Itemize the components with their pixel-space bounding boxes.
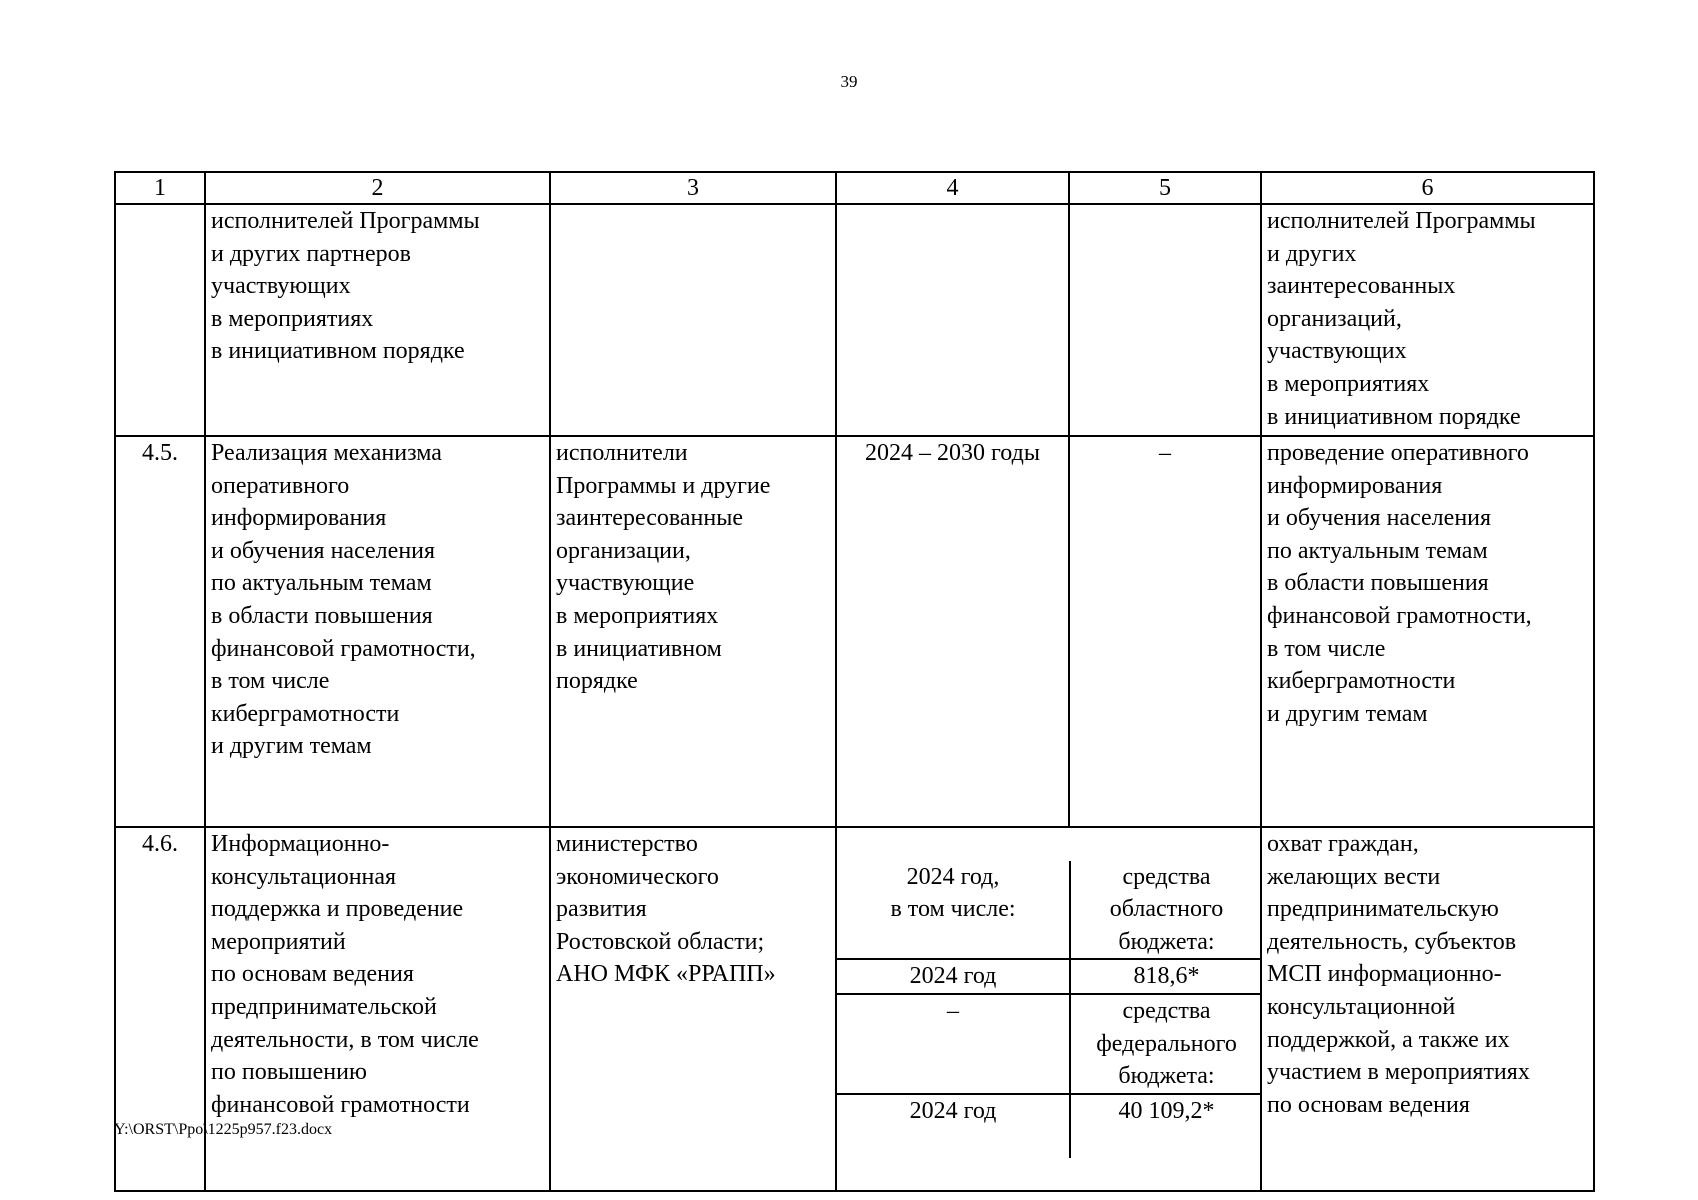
cell-period [836,204,1069,436]
table-row-4-5 [115,436,1594,827]
cell-funding: средства областного бюджета: [1109,863,1224,955]
column-header-3: 3 [550,172,836,204]
cell-period: 2024 год, в том числе: [837,861,1070,960]
page-number: 39 [840,72,858,91]
cell-period: – [837,994,1070,1094]
funding-subrow [837,959,1261,994]
funding-subtable-cell [836,827,1261,1191]
column-number-row [115,172,1594,204]
funding-subrow [837,861,1261,960]
cell-period: 2024 год [837,959,1070,994]
column-header-2: 2 [205,172,550,204]
table-row-4-6 [115,827,1594,1191]
column-header-6: 6 [1261,172,1594,204]
cell-funding [1069,204,1261,436]
cell-activity-name: Реализация механизма оперативного информирования и обучения населения по актуальным темам в области повышения финансовой грамотности, в том числе кибергрaмотности и другим темам [205,436,550,827]
cell-executor [550,204,836,436]
table-row-continuation [115,204,1594,436]
funding-subtable [837,861,1261,1158]
cell-result: охват граждан, желающих вести предпринимательскую деятельность, субъектов МСП информационно- консультационной поддержкой, а также их участием в мероприятиях по основам ведения [1261,827,1594,1191]
file-path-footer: Y:\ORST\Ppo\1225p957.f23.docx [114,1121,333,1138]
cell-funding: средства федерального бюджета: [1070,994,1261,1094]
cell-result: проведение оперативного информирования и обучения населения по актуальным темам в области повышения финансовой грамотности, в том числе кибергрaмотности и другим темам [1261,436,1594,827]
cell-funding: 40 109,2* [1070,1094,1261,1158]
cell-period: 2024 год [837,1094,1070,1158]
cell-funding: 818,6* [1070,959,1261,994]
cell-period: 2024 – 2030 годы [836,436,1069,827]
cell-funding: – [1069,436,1261,827]
funding-subrow [837,1094,1261,1158]
program-table [114,171,1595,1192]
cell-number [115,204,205,436]
column-header-5: 5 [1069,172,1261,204]
cell-number: 4.5. [115,436,205,827]
cell-activity-name: Информационно- консультационная поддержка и проведение мероприятий по основам ведения предпринимательской деятельности, в том числе по повышению финансовой грамотности [205,827,550,1191]
cell-executor: министерство экономического развития Ростовской области; АНО МФК «РРАПП» [550,827,836,1191]
cell-activity-name: исполнителей Программы и других партнеров участвующих в мероприятиях в инициативном порядке [205,204,550,436]
cell-number: 4.6. [115,827,205,1191]
column-header-4: 4 [836,172,1069,204]
cell-executor: исполнители Программы и другие заинтересованные организации, участвующие в мероприятиях в инициативном порядке [550,436,836,827]
funding-subrow [837,994,1261,1094]
column-header-1: 1 [115,172,205,204]
cell-result: исполнителей Программы и других заинтересованных организаций, участвующих в мероприятиях в инициативном порядке [1261,204,1594,436]
